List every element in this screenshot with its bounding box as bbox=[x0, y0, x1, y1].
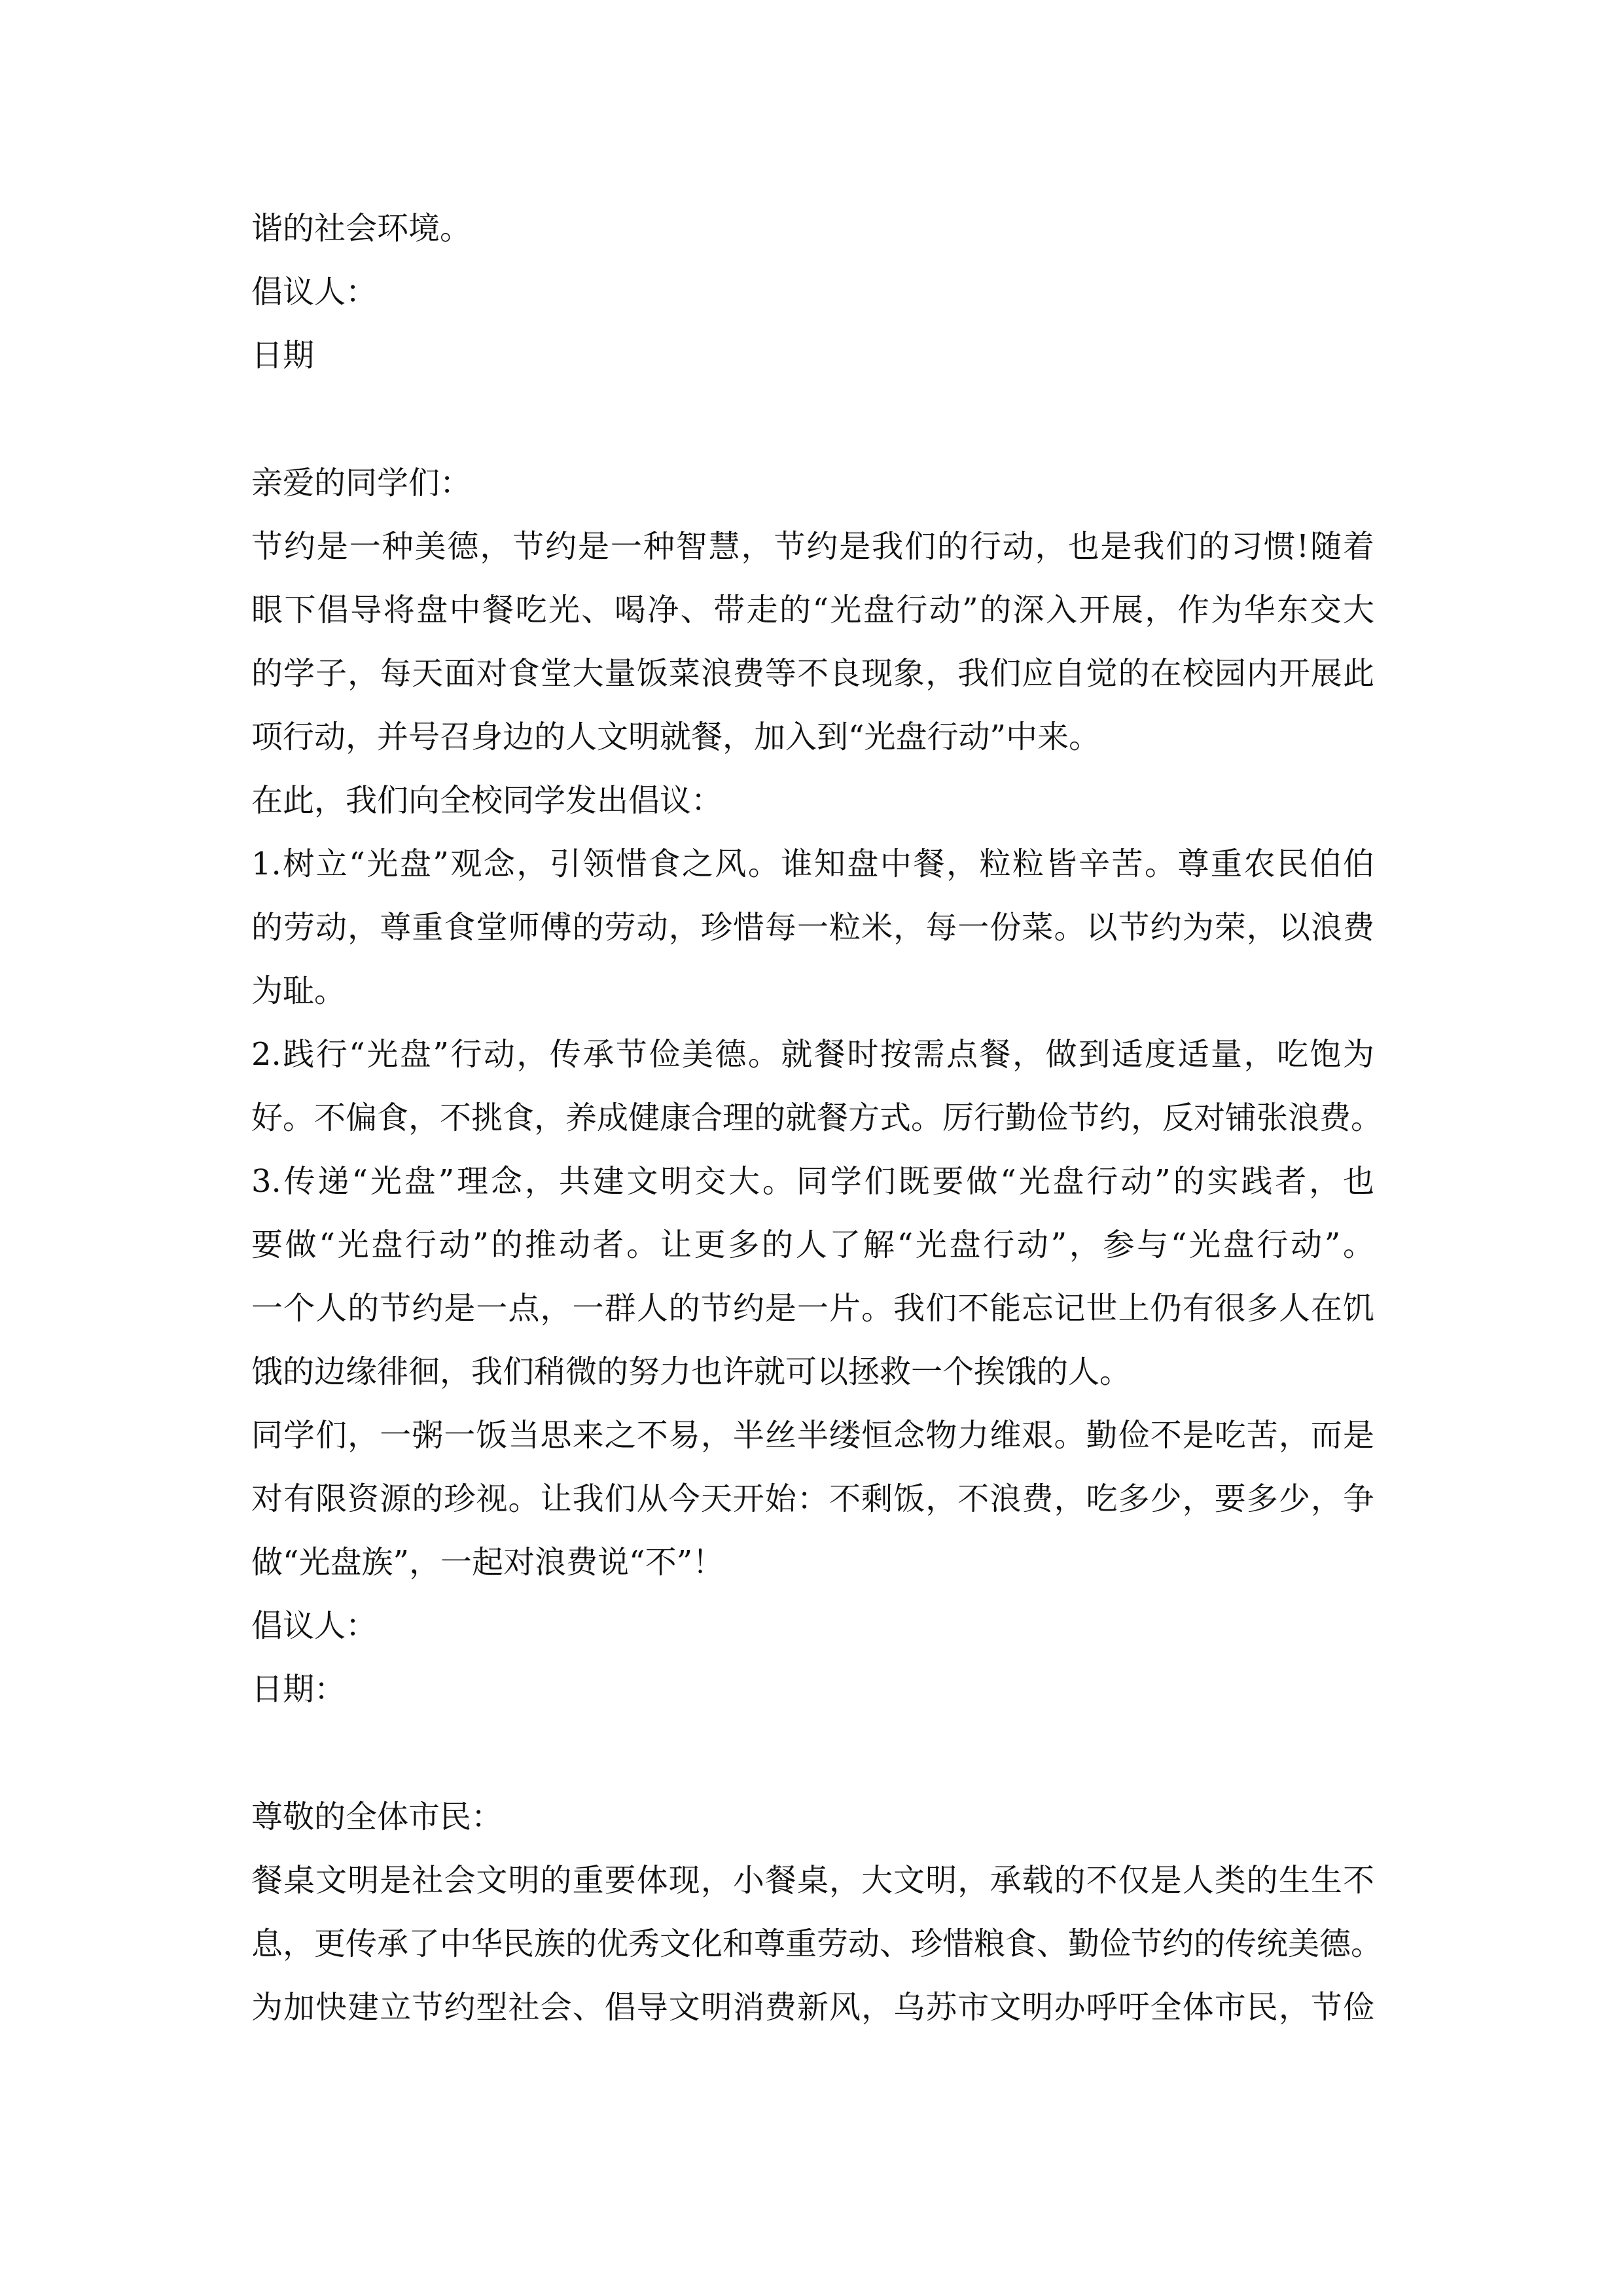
text-line: 3.传递“光盘”理念，共建文明交大。同学们既要做“光盘行动”的实践者，也 bbox=[251, 1163, 1374, 1200]
text-line: 的劳动，尊重食堂师傅的劳动，珍惜每一粒米，每一份菜。以节约为荣，以浪费 bbox=[251, 909, 1374, 946]
text-line: 对有限资源的珍视。让我们从今天开始：不剩饭，不浪费，吃多少，要多少，争 bbox=[251, 1480, 1374, 1517]
text-line: 同学们，一粥一饭当思来之不易，半丝半缕恒念物力维艰。勤俭不是吃苦，而是 bbox=[251, 1417, 1374, 1454]
text-line: 谐的社会环境。 bbox=[251, 210, 472, 247]
text-line: 眼下倡导将盘中餐吃光、喝净、带走的“光盘行动”的深入开展，作为华东交大 bbox=[251, 592, 1374, 628]
text-line: 好。不偏食，不挑食，养成健康合理的就餐方式。厉行勤俭节约，反对铺张浪费。 bbox=[251, 1100, 1383, 1136]
text-line: 1.树立“光盘”观念，引领惜食之风。谁知盘中餐，粒粒皆辛苦。尊重农民伯伯 bbox=[251, 846, 1374, 882]
text-line: 项行动，并号召身边的人文明就餐，加入到“光盘行动”中来。 bbox=[251, 719, 1101, 755]
text-line: 在此，我们向全校同学发出倡议： bbox=[251, 782, 723, 819]
text-line: 息，更传承了中华民族的优秀文化和尊重劳动、珍惜粮食、勤俭节约的传统美德。 bbox=[251, 1926, 1383, 1962]
date-label: 日期 bbox=[251, 337, 315, 374]
signature-label: 倡议人： bbox=[251, 274, 378, 310]
signature-label: 倡议人： bbox=[251, 1607, 378, 1644]
text-line: 的学子，每天面对食堂大量饭菜浪费等不良现象，我们应自觉的在校园内开展此 bbox=[251, 655, 1374, 692]
text-line: 2.践行“光盘”行动，传承节俭美德。就餐时按需点餐，做到适度适量，吃饱为 bbox=[251, 1036, 1374, 1073]
text-line: 做“光盘族”，一起对浪费说“不”！ bbox=[251, 1544, 724, 1581]
text-line: 饿的边缘徘徊，我们稍微的努力也许就可以拯救一个挨饿的人。 bbox=[251, 1354, 1132, 1390]
text-line: 为加快建立节约型社会、倡导文明消费新风，乌苏市文明办呼吁全体市民，节俭 bbox=[251, 1989, 1374, 2026]
date-label: 日期： bbox=[251, 1671, 346, 1708]
salutation: 亲爱的同学们： bbox=[251, 465, 472, 501]
salutation: 尊敬的全体市民： bbox=[251, 1799, 503, 1835]
text-line: 为耻。 bbox=[251, 973, 346, 1009]
text-line: 一个人的节约是一点，一群人的节约是一片。我们不能忘记世上仍有很多人在饥 bbox=[251, 1290, 1374, 1327]
text-line: 要做“光盘行动”的推动者。让更多的人了解“光盘行动”，参与“光盘行动”。 bbox=[251, 1227, 1374, 1263]
text-line: 节约是一种美德，节约是一种智慧，节约是我们的行动，也是我们的习惯!随着 bbox=[251, 528, 1374, 565]
text-line: 餐桌文明是社会文明的重要体现，小餐桌，大文明，承载的不仅是人类的生生不 bbox=[251, 1862, 1374, 1899]
